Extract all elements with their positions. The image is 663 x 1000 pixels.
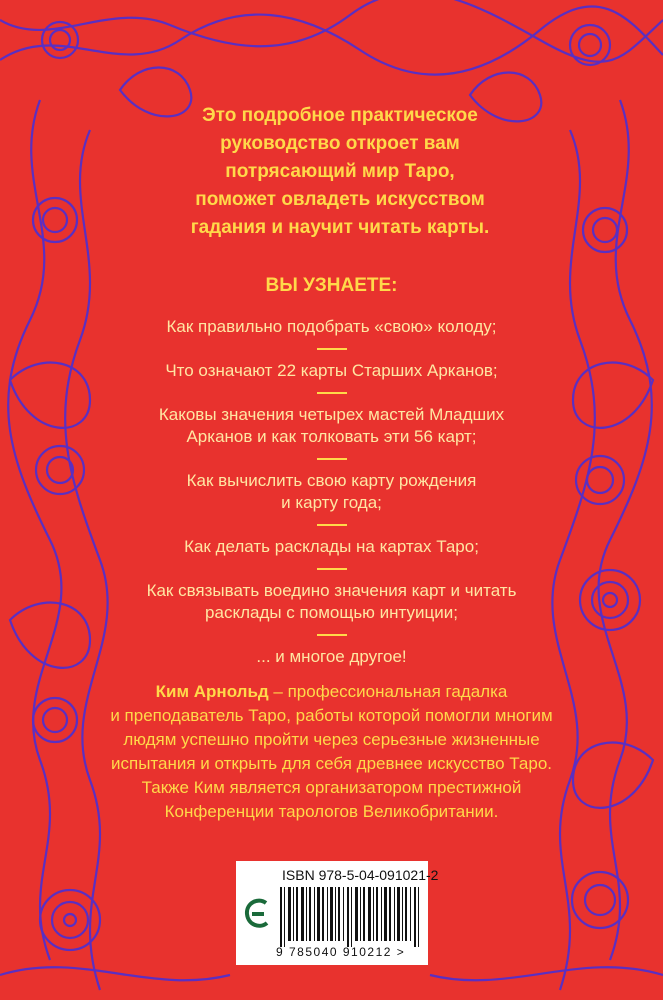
divider [317, 634, 347, 636]
list-item-line: и карту года; [281, 493, 382, 512]
intro-line: потрясающий мир Таро, [225, 161, 455, 182]
barcode-panel [236, 861, 439, 965]
list-item-line: Каковы значения четырех мастей Младших [158, 405, 505, 424]
bio-line [100, 680, 563, 704]
divider [317, 568, 347, 570]
list-item [110, 646, 553, 668]
list-item-line: Арканов и как толковать эти 56 карт; [186, 427, 477, 446]
isbn-number: ISBN 978-5-04-091021-2 [282, 867, 439, 883]
intro-line: руководство откроет вам [220, 133, 460, 154]
author-name: Ким Арнольд [155, 682, 269, 701]
list-item [110, 404, 553, 448]
divider [317, 458, 347, 460]
intro-line: Это подробное практическое [202, 105, 478, 126]
bio-line: Также Ким является организатором престижной [141, 778, 522, 797]
list-item-line: Как связывать воедино значения карт и читать [146, 581, 517, 600]
intro-paragraph [160, 102, 520, 242]
author-bio [100, 680, 563, 824]
list-item-line: Как делать расклады на картах Таро; [184, 537, 479, 556]
list-item-line: Как вычислить свою карту рождения [186, 471, 477, 490]
intro-line: поможет овладеть искусством [195, 189, 485, 210]
eksmo-logo-icon [244, 897, 272, 931]
bio-line: Конференции тарологов Великобритании. [164, 802, 499, 821]
list-item-line: расклады с помощью интуиции; [205, 603, 458, 622]
divider [317, 392, 347, 394]
bio-first-line-rest: – профессиональная гадалка [268, 682, 508, 701]
barcode-bars [280, 887, 420, 947]
bio-line: людям успешно пройти через серьезные жизненные [123, 730, 540, 749]
bio-line: испытания и открыть для себя древнее искусство Таро. [111, 754, 552, 773]
list-item [110, 360, 553, 382]
list-item [110, 470, 553, 514]
list-item-line: Как правильно подобрать «свою» колоду; [166, 317, 497, 336]
bio-line: и преподаватель Таро, работы которой помогли многим [110, 706, 553, 725]
learn-heading: ВЫ УЗНАЕТЕ: [265, 275, 398, 296]
list-item [110, 580, 553, 624]
intro-line: гадания и научит читать карты. [190, 217, 490, 238]
list-item-line: ... и многое другое! [256, 647, 407, 666]
divider [317, 348, 347, 350]
barcode-digits: 9 785040 910212 > [276, 945, 406, 959]
list-item-line: Что означают 22 карты Старших Арканов; [165, 361, 498, 380]
divider [317, 524, 347, 526]
list-item [110, 316, 553, 338]
list-item [110, 536, 553, 558]
learn-list [110, 316, 553, 668]
